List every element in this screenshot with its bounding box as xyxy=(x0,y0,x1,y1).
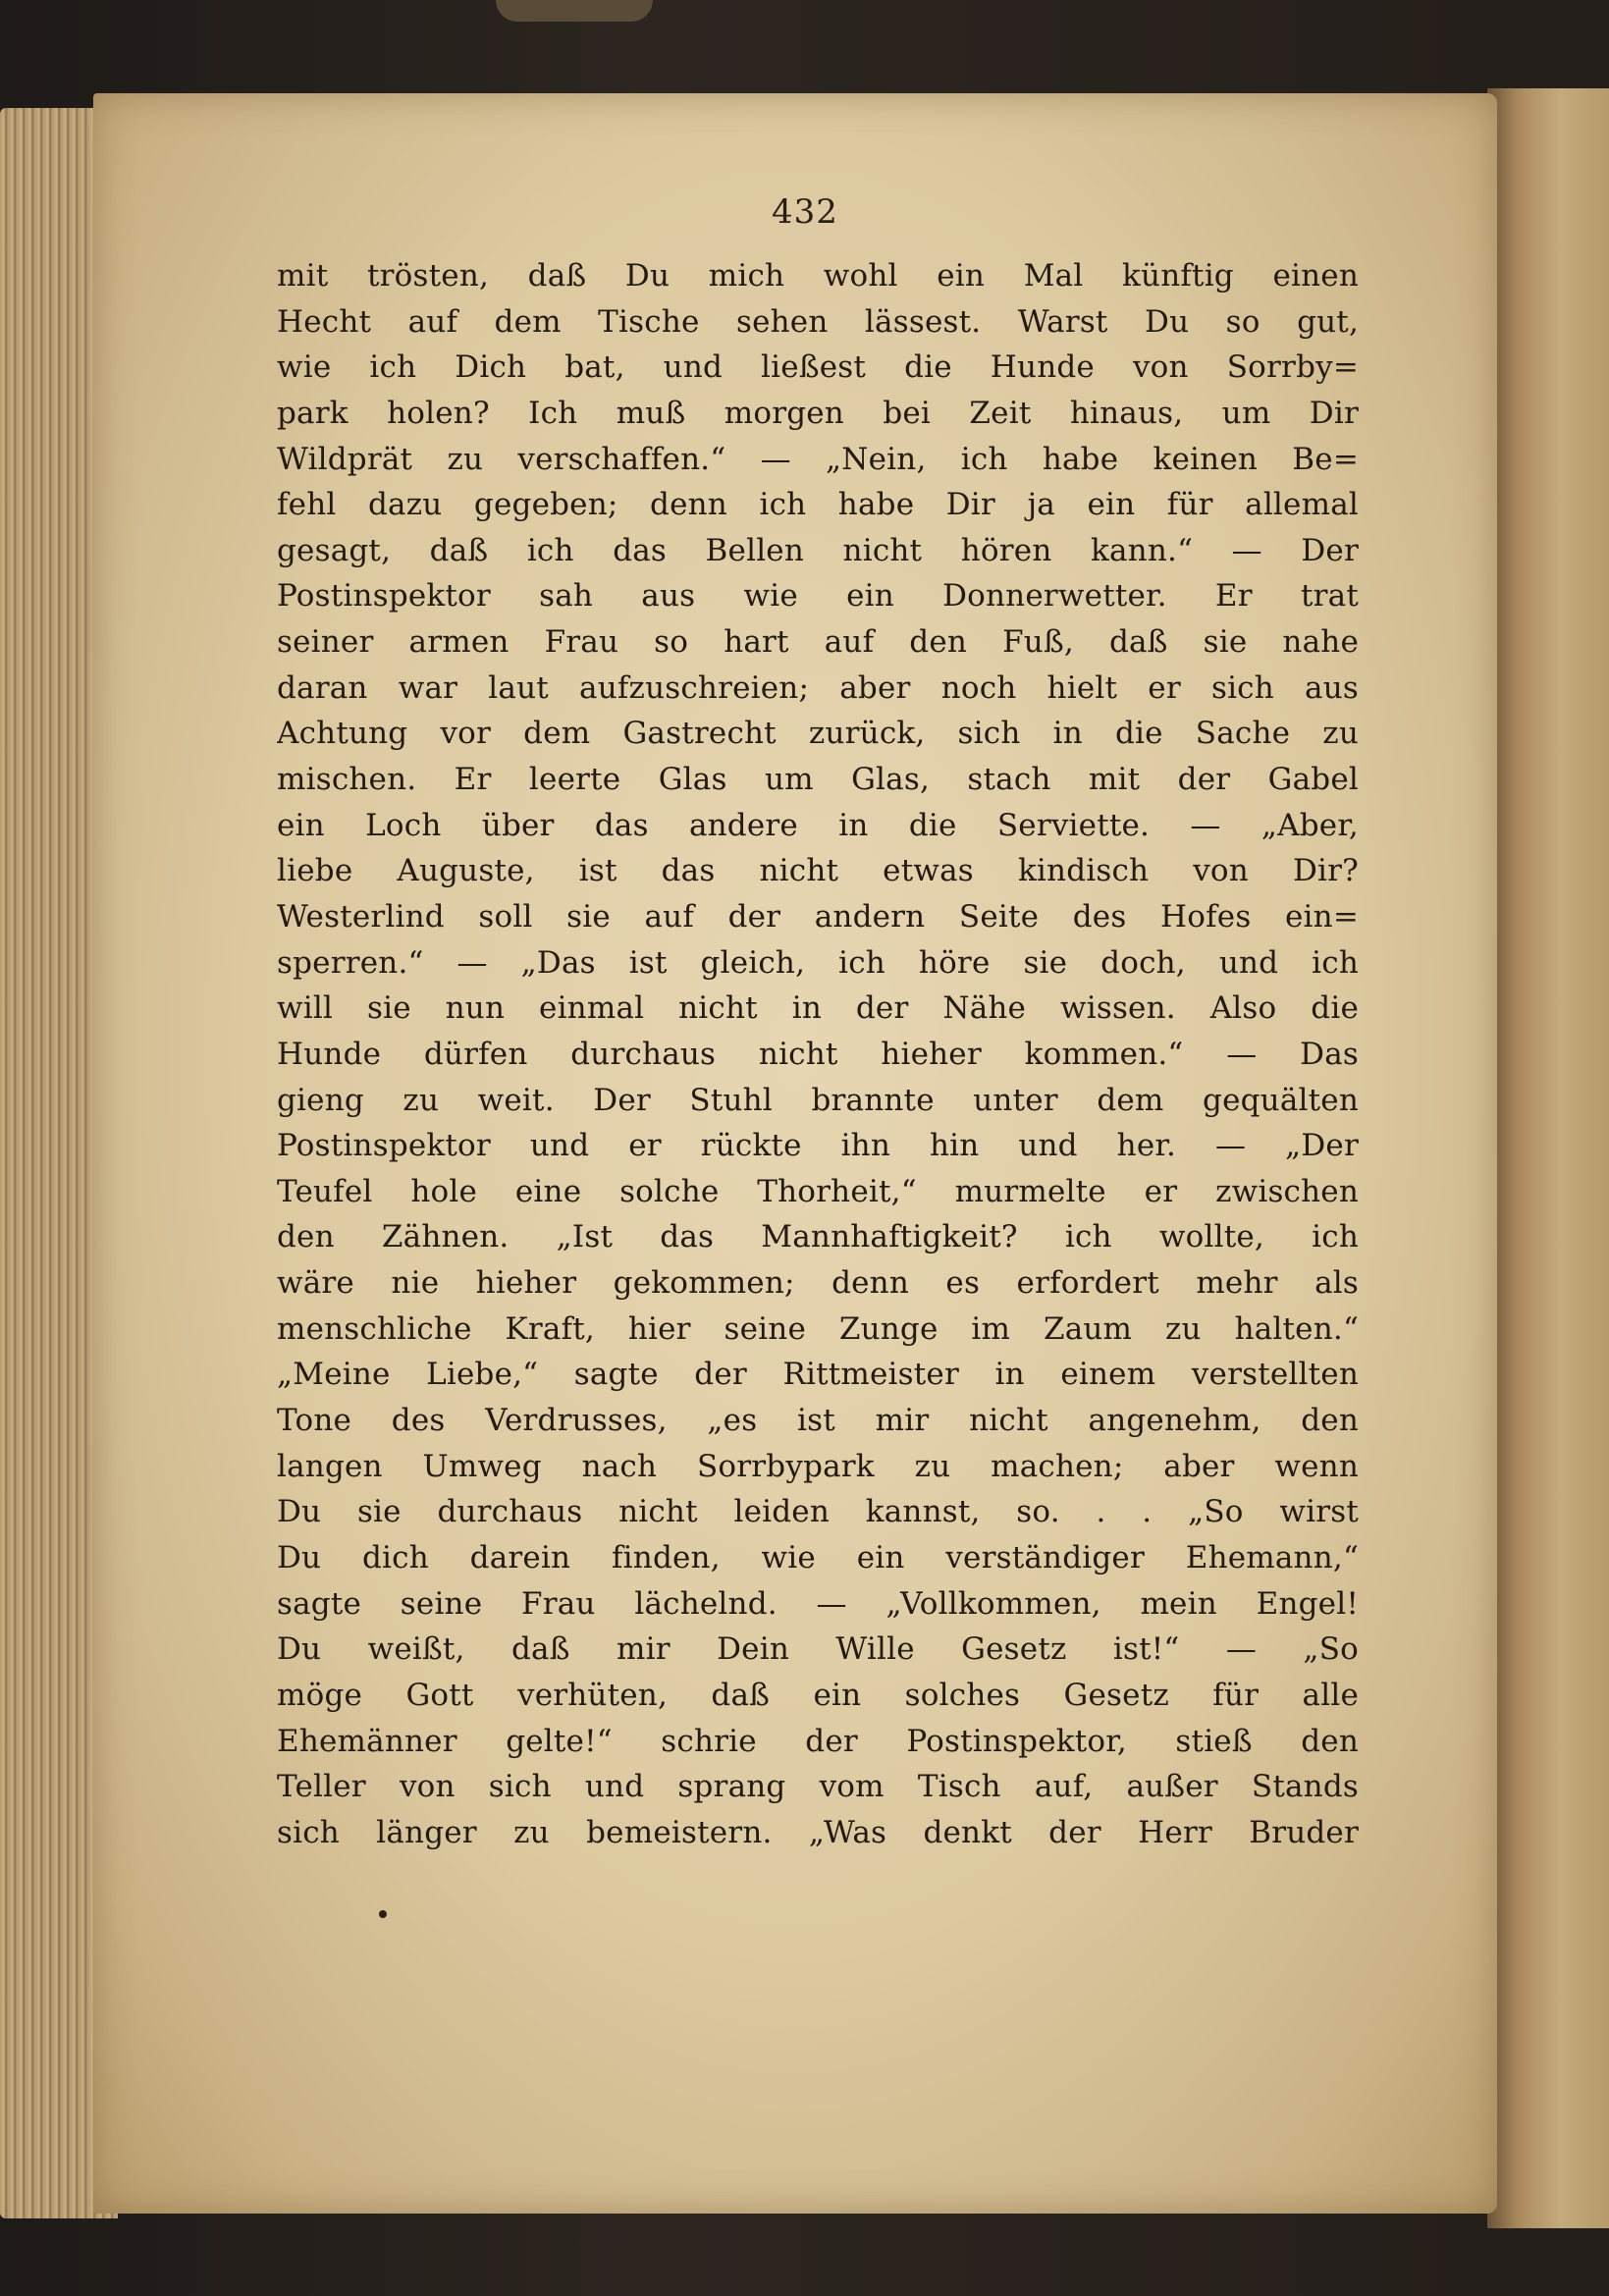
text-line: Achtung vor dem Gastrecht zurück, sich in die Sache zu xyxy=(277,716,1359,752)
text-line: Westerlind soll sie auf der andern Seite des Hofes ein= xyxy=(277,898,1359,934)
text-line: wäre nie hieher gekommen; denn es erfordert mehr als xyxy=(277,1265,1359,1302)
text-line: will sie nun einmal nicht in der Nähe wissen. Also die xyxy=(277,990,1359,1027)
ink-speck xyxy=(379,1910,387,1918)
text-line: ein Loch über das andere in die Serviette. — „Aber, xyxy=(277,807,1359,843)
text-line: sich länger zu bemeistern. „Was denkt der Herr Bruder xyxy=(277,1814,1359,1850)
text-line: Postinspektor sah aus wie ein Donnerwetter. Er trat xyxy=(277,578,1359,614)
text-line: möge Gott verhüten, daß ein solches Gesetz für alle xyxy=(277,1677,1359,1713)
text-line: Du dich darein finden, wie ein verständiger Ehemann,“ xyxy=(277,1539,1359,1575)
page-number: 432 xyxy=(772,192,838,232)
text-line: daran war laut aufzuschreien; aber noch hielt er sich aus xyxy=(277,669,1359,706)
text-line: mit trösten, daß Du mich wohl ein Mal künftig einen xyxy=(277,258,1359,294)
text-line: liebe Auguste, ist das nicht etwas kindisch von Dir? xyxy=(277,853,1359,889)
text-line: menschliche Kraft, hier seine Zunge im Zaum zu halten.“ xyxy=(277,1310,1359,1347)
text-line: gieng zu weit. Der Stuhl brannte unter dem gequälten xyxy=(277,1082,1359,1118)
text-line: Hunde dürfen durchaus nicht hieher kommen.“ — Das xyxy=(277,1036,1359,1072)
text-line: Teufel hole eine solche Thorheit,“ murmelte er zwischen xyxy=(277,1173,1359,1209)
text-line: gesagt, daß ich das Bellen nicht hören kann.“ — Der xyxy=(277,532,1359,568)
text-line: Postinspektor und er rückte ihn hin und her. — „Der xyxy=(277,1128,1359,1164)
text-line: park holen? Ich muß morgen bei Zeit hinaus, um Dir xyxy=(277,395,1359,431)
text-line: Ehemänner gelte!“ schrie der Postinspektor, stieß den xyxy=(277,1723,1359,1759)
text-line: langen Umweg nach Sorrbypark zu machen; aber wenn xyxy=(277,1448,1359,1484)
text-line: fehl dazu gegeben; denn ich habe Dir ja ein für allemal xyxy=(277,487,1359,523)
text-line: mischen. Er leerte Glas um Glas, stach mit der Gabel xyxy=(277,762,1359,798)
text-line: den Zähnen. „Ist das Mannhaftigkeit? ich wollte, ich xyxy=(277,1219,1359,1255)
text-line: Du sie durchaus nicht leiden kannst, so. . . „So wirst xyxy=(277,1494,1359,1530)
facing-page-gutter xyxy=(1487,88,1609,2228)
text-line: Tone des Verdrusses, „es ist mir nicht angenehm, den xyxy=(277,1403,1359,1439)
text-line: Du weißt, daß mir Dein Wille Gesetz ist!“ — „So xyxy=(277,1631,1359,1668)
text-line: sagte seine Frau lächelnd. — „Vollkommen, mein Engel! xyxy=(277,1585,1359,1622)
text-line: sperren.“ — „Das ist gleich, ich höre sie doch, und ich xyxy=(277,944,1359,981)
text-line: Wildprät zu verschaffen.“ — „Nein, ich habe keinen Be= xyxy=(277,441,1359,477)
text-line: wie ich Dich bat, und ließest die Hunde von Sorrby= xyxy=(277,349,1359,386)
body-text xyxy=(277,253,1359,1855)
text-line: Hecht auf dem Tische sehen lässest. Warst Du so gut, xyxy=(277,303,1359,340)
text-line: „Meine Liebe,“ sagte der Rittmeister in einem verstellten xyxy=(277,1357,1359,1393)
text-line: Teller von sich und sprang vom Tisch auf, außer Stands xyxy=(277,1769,1359,1805)
text-line: seiner armen Frau so hart auf den Fuß, daß sie nahe xyxy=(277,624,1359,661)
top-tab xyxy=(496,0,653,22)
